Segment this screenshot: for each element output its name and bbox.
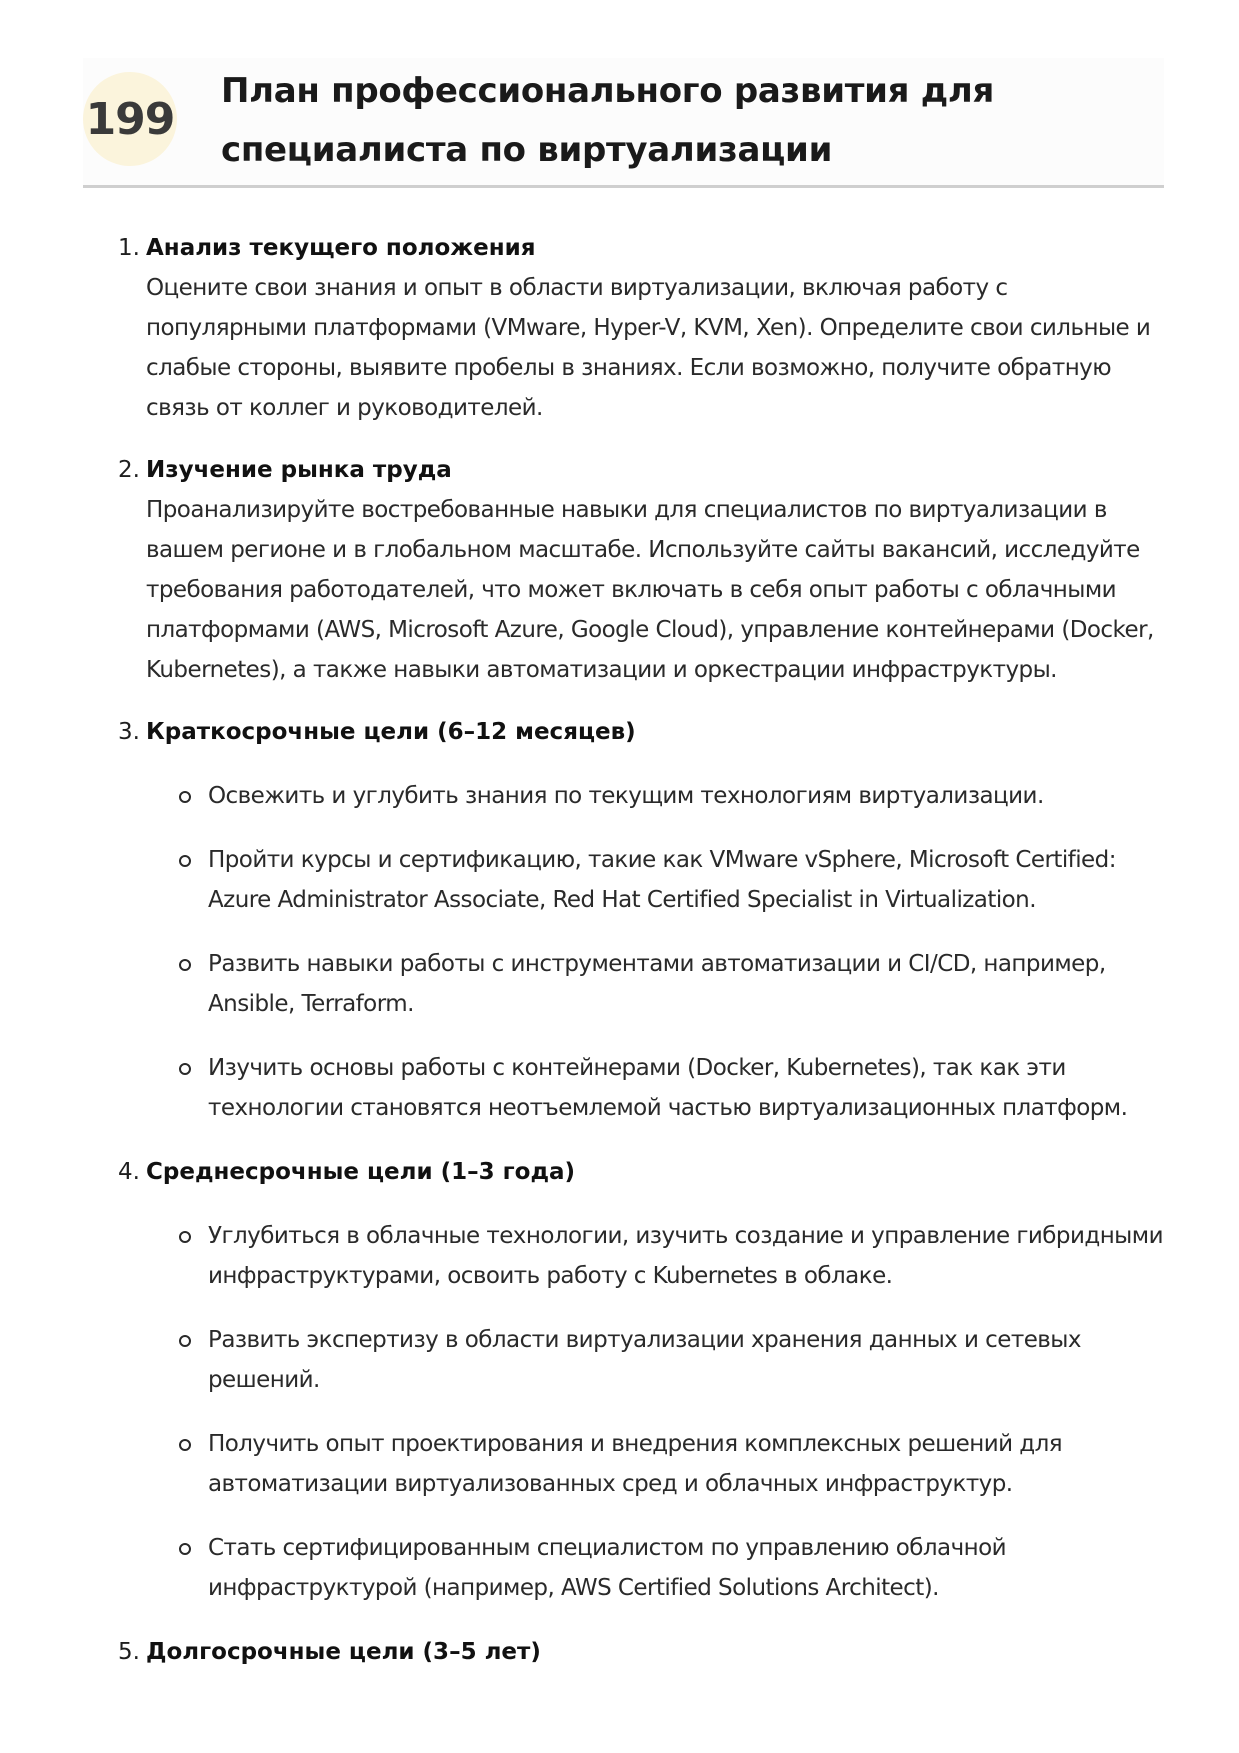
list-item-text: Стать сертифицированным специалистом по управлению облачной инфраструктурой (например, AWS Certified Solutions Architect).	[208, 1535, 1007, 1601]
list-item	[146, 1216, 1168, 1296]
section-body: Проанализируйте востребованные навыки для специалистов по виртуализации в вашем регионе и в глобальном масштабе. Используйте сайты вакансий, исследуйте требования работодателей, что может включать в себя опыт работы с облачными платформами (AWS, Microsoft Azure, Google Cloud), управление контейнерами (Docker, Kubernetes), а также навыки автоматизации и оркестрации инфраструктуры.	[146, 497, 1154, 683]
list-item	[146, 1528, 1168, 1608]
section-2	[118, 450, 1168, 690]
circle-bullet-icon	[179, 1231, 191, 1243]
list-item-text: Получить опыт проектирования и внедрения комплексных решений для автоматизации виртуализованных сред и облачных инфраструктур.	[208, 1431, 1063, 1497]
circle-bullet-icon	[179, 1063, 191, 1075]
section-1	[118, 228, 1168, 428]
bullet-list	[146, 1216, 1168, 1608]
circle-bullet-icon	[179, 791, 191, 803]
section-heading: Среднесрочные цели (1–3 года)	[146, 1159, 576, 1185]
circle-bullet-icon	[179, 1335, 191, 1347]
list-item-text: Развить навыки работы с инструментами автоматизации и CI/CD, например, Ansible, Terraform.	[208, 951, 1106, 1017]
list-item	[146, 944, 1168, 1024]
circle-bullet-icon	[179, 959, 191, 971]
list-item-text: Углубиться в облачные технологии, изучить создание и управление гибридными инфраструктурами, освоить работу с Kubernetes в облаке.	[208, 1223, 1163, 1289]
circle-bullet-icon	[179, 1543, 191, 1555]
list-item-text: Освежить и углубить знания по текущим технологиям виртуализации.	[208, 783, 1044, 809]
section-heading: Анализ текущего положения	[146, 235, 536, 261]
section-heading: Краткосрочные цели (6–12 месяцев)	[146, 719, 636, 745]
section-heading: Изучение рынка труда	[146, 457, 452, 483]
section-heading: Долгосрочные цели (3–5 лет)	[146, 1639, 541, 1665]
list-item	[146, 1320, 1168, 1400]
list-item	[146, 776, 1168, 816]
page-number-badge: 199	[83, 72, 177, 166]
section-list	[118, 228, 1168, 1672]
circle-bullet-icon	[179, 855, 191, 867]
section-5	[118, 1632, 1168, 1672]
section-number: 3.	[118, 719, 140, 745]
circle-bullet-icon	[179, 1439, 191, 1451]
section-body: Оцените свои знания и опыт в области виртуализации, включая работу с популярными платформами (VMware, Hyper-V, KVM, Xen). Определите свои сильные и слабые стороны, выявите пробелы в знаниях. Если возможно, получите обратную связь от коллег и руководителей.	[146, 275, 1151, 421]
list-item	[146, 1424, 1168, 1504]
list-item-text: Изучить основы работы с контейнерами (Docker, Kubernetes), так как эти технологии становятся неотъемлемой частью виртуализационных платформ.	[208, 1055, 1128, 1121]
bullet-list	[146, 776, 1168, 1128]
section-number: 5.	[118, 1639, 140, 1665]
section-4	[118, 1152, 1168, 1608]
list-item-text: Пройти курсы и сертификацию, такие как VMware vSphere, Microsoft Certified: Azure Administrator Associate, Red Hat Certified Specialist in Virtualization.	[208, 847, 1116, 913]
document-content	[118, 228, 1168, 1694]
list-item	[146, 1048, 1168, 1128]
page-title: План профессионального развития для специалиста по виртуализации	[221, 71, 995, 170]
list-item	[146, 840, 1168, 920]
section-number: 4.	[118, 1159, 140, 1185]
section-3	[118, 712, 1168, 1128]
list-item-text: Развить экспертизу в области виртуализации хранения данных и сетевых решений.	[208, 1327, 1081, 1393]
section-number: 2.	[118, 457, 140, 483]
section-number: 1.	[118, 235, 140, 261]
page-header	[83, 58, 1164, 188]
